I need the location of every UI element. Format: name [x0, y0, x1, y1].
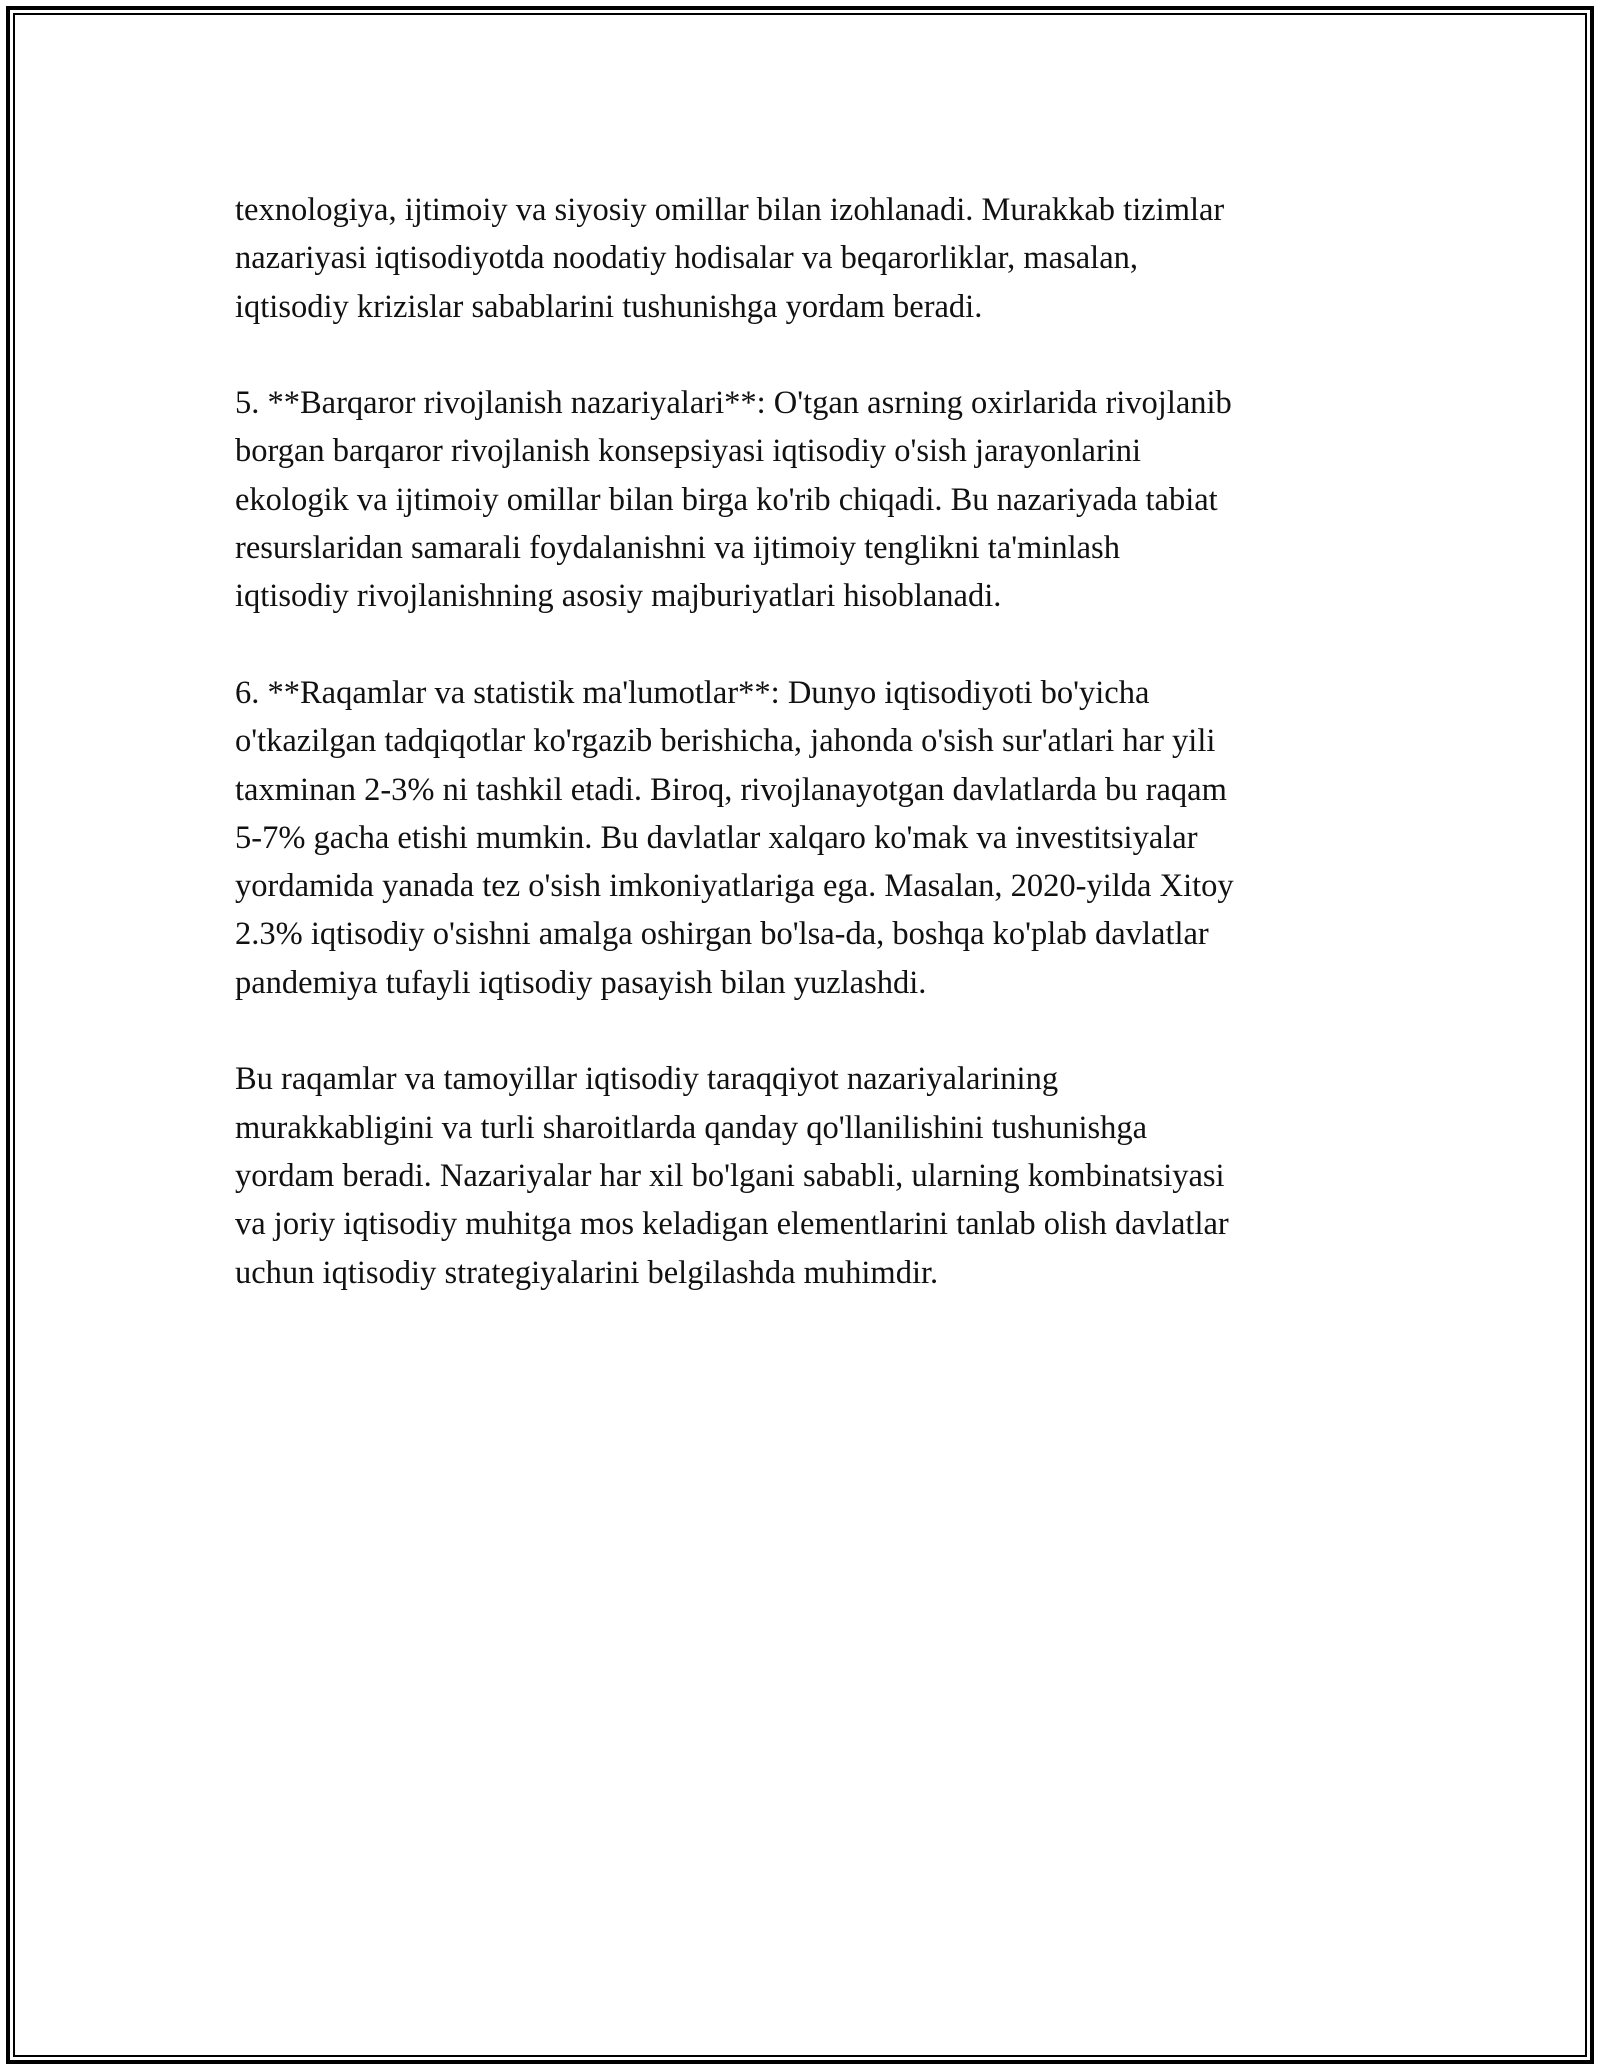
text-line: borgan barqaror rivojlanish konsepsiyasi iqtisodiy o'sish jarayonlarini: [235, 433, 1142, 470]
text-line: 5. **Barqaror rivojlanish nazariyalari**: O'tgan asrning oxirlarida rivojlanib: [235, 385, 1232, 422]
text-line: texnologiya, ijtimoiy va siyosiy omillar bilan izohlanadi. Murakkab tizimlar: [235, 192, 1225, 228]
text-line: va joriy iqtisodiy muhitga mos keladigan elementlarini tanlab olish davlatlar: [235, 1206, 1229, 1243]
paragraph-sustainable-development: [235, 379, 1395, 620]
text-line: taxminan 2-3% ni tashkil etadi. Biroq, rivojlanayotgan davlatlarda bu raqam: [235, 771, 1227, 808]
text-line: 6. **Raqamlar va statistik ma'lumotlar**: Dunyo iqtisodiyoti bo'yicha: [235, 674, 1150, 711]
text-line: pandemiya tufayli iqtisodiy pasayish bilan yuzlashdi.: [235, 964, 927, 1001]
text-line: murakkabligini va turli sharoitlarda qanday qo'llanilishini tushunishga: [235, 1109, 1148, 1146]
text-line: yordam beradi. Nazariyalar har xil bo'lgani sababli, ularning kombinatsiyasi: [235, 1157, 1225, 1194]
text-line: 5-7% gacha etishi mumkin. Bu davlatlar xalqaro ko'mak va investitsiyalar: [235, 819, 1198, 856]
text-line: 2.3% iqtisodiy o'sishni amalga oshirgan bo'lsa-da, boshqa ko'plab davlatlar: [235, 916, 1209, 953]
document-body: [235, 186, 1395, 1345]
text-line: nazariyasi iqtisodiyotda noodatiy hodisalar va beqarorliklar, masalan,: [235, 240, 1139, 277]
text-line: ekologik va ijtimoiy omillar bilan birga ko'rib chiqadi. Bu nazariyada tabiat: [235, 481, 1218, 518]
text-line: uchun iqtisodiy strategiyalarini belgilashda muhimdir.: [235, 1254, 939, 1291]
text-line: iqtisodiy rivojlanishning asosiy majburiyatlari hisoblanadi.: [235, 578, 1002, 615]
paragraph-complex-systems: [235, 186, 1395, 331]
text-line: resurslaridan samarali foydalanishni va ijtimoiy tenglikni ta'minlash: [235, 530, 1120, 567]
text-line: iqtisodiy krizislar sabablarini tushunishga yordam beradi.: [235, 288, 983, 325]
paragraph-statistics: [235, 669, 1395, 1007]
text-line: yordamida yanada tez o'sish imkoniyatlariga ega. Masalan, 2020-yilda Xitoy: [235, 868, 1234, 905]
text-line: o'tkazilgan tadqiqotlar ko'rgazib berishicha, jahonda o'sish sur'atlari har yili: [235, 723, 1216, 760]
text-line: Bu raqamlar va tamoyillar iqtisodiy taraqqiyot nazariyalarining: [235, 1061, 1059, 1098]
paragraph-conclusion: [235, 1055, 1395, 1296]
